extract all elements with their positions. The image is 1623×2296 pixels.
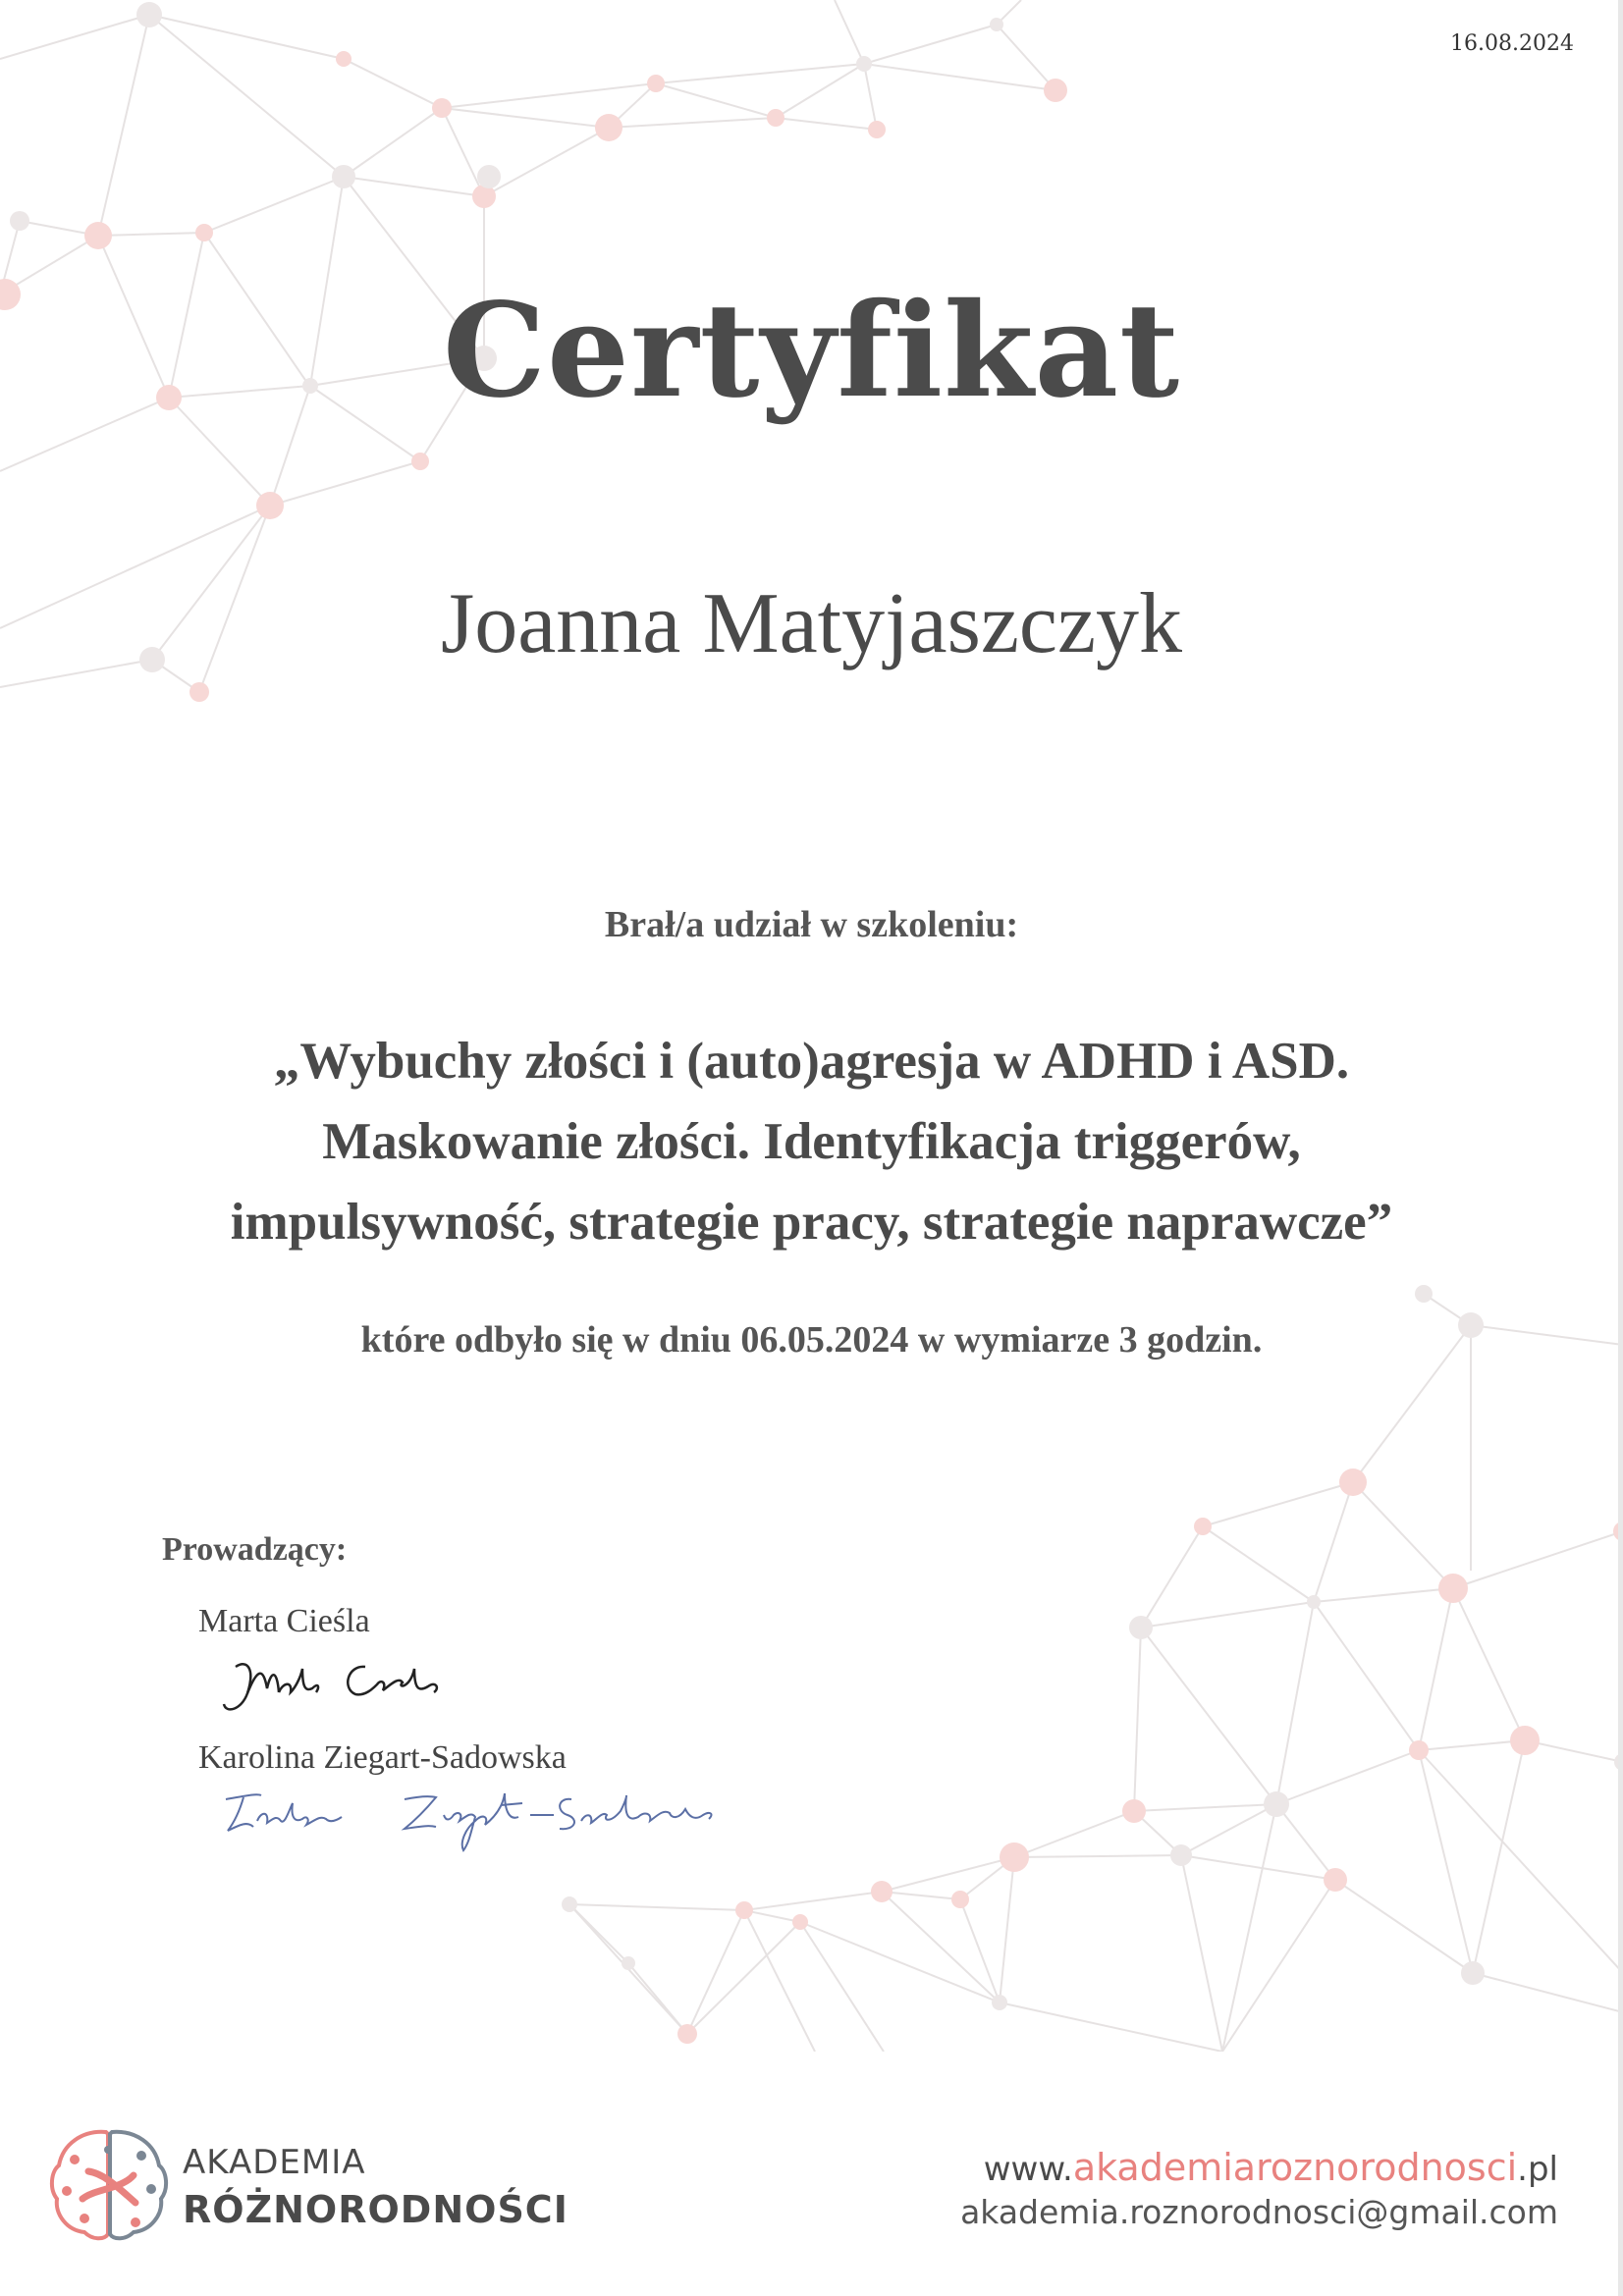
signature-karolina bbox=[218, 1782, 729, 1860]
logo-line-1: AKADEMIA bbox=[183, 2143, 366, 2182]
network-decoration-bottom bbox=[550, 1266, 1623, 2052]
trainers-label: Prowadzący: bbox=[162, 1531, 348, 1568]
email-link[interactable]: akademia.roznorodnosci@gmail.com bbox=[960, 2193, 1558, 2231]
web-suffix: .pl bbox=[1517, 2150, 1558, 2189]
recipient-name: Joanna Matyjaszczyk bbox=[440, 576, 1183, 671]
trainer-name: Marta Cieśla bbox=[198, 1603, 370, 1639]
logo-line-2: RÓŻNORODNOŚCI bbox=[183, 2188, 568, 2231]
course-title-line: „Wybuchy złości i (auto)agresja w ADHD i ASD. bbox=[273, 1033, 1350, 1090]
logo-wordmark bbox=[183, 2143, 568, 2231]
participation-intro: Brał/a udział w szkoleniu: bbox=[604, 904, 1019, 945]
web-highlight-2: roznorodnosci bbox=[1256, 2146, 1518, 2189]
web-highlight-1: akademia bbox=[1072, 2146, 1257, 2189]
website-link[interactable] bbox=[960, 2146, 1558, 2189]
signature-marta bbox=[218, 1649, 473, 1728]
course-title-line: Maskowanie złości. Identyfikacja triggerów, bbox=[322, 1113, 1301, 1170]
course-title-line: impulsywność, strategie pracy, strategie naprawcze” bbox=[230, 1194, 1393, 1251]
course-date-duration: które odbyło się w dniu 06.05.2024 w wymiarze 3 godzin. bbox=[360, 1319, 1263, 1361]
brain-logo-icon bbox=[45, 2120, 173, 2248]
trainer-name: Karolina Ziegart-Sadowska bbox=[198, 1739, 567, 1776]
web-prefix: www. bbox=[983, 2150, 1073, 2189]
issue-date: 16.08.2024 bbox=[1450, 31, 1574, 56]
course-title bbox=[147, 1021, 1476, 1262]
certificate-title: Certyfikat bbox=[442, 275, 1181, 427]
contact-info bbox=[960, 2146, 1558, 2231]
